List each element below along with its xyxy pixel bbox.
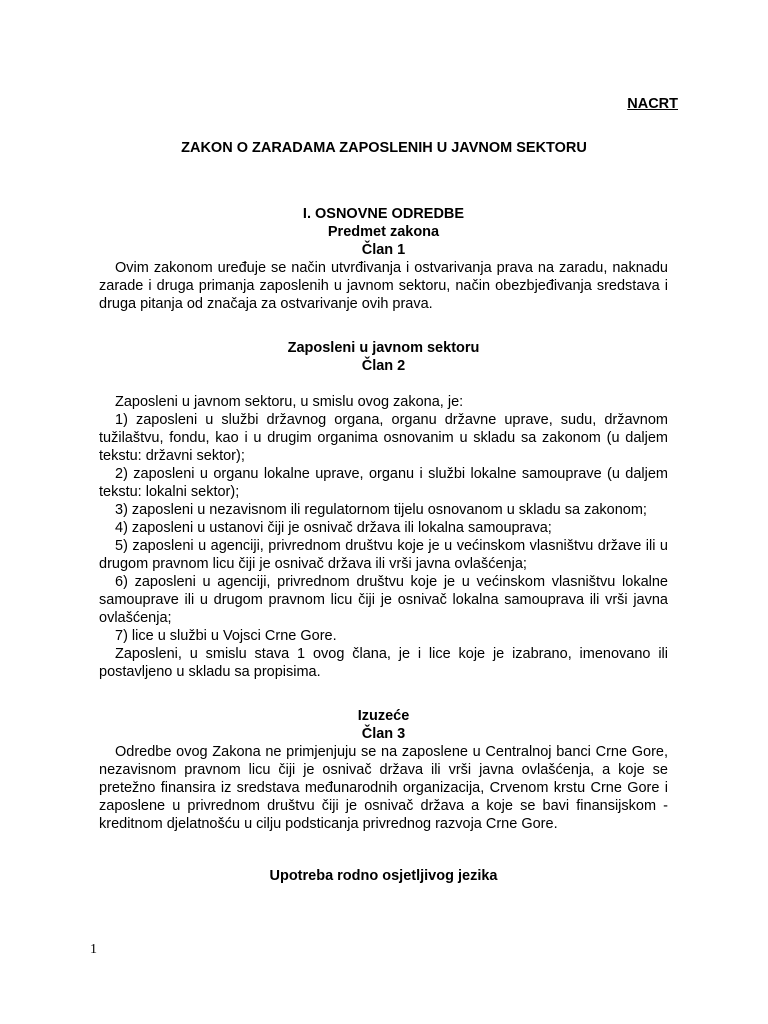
article2-item: 7) lice u službi u Vojsci Crne Gore. — [115, 628, 337, 644]
article2-item: 2) zaposleni u organu lokalne uprave, organu i službi lokalne samouprave (u daljem tekstu: lokalni sektor); — [99, 466, 668, 500]
article2-item: 5) zaposleni u agenciji, privrednom društvu koje je u većinskom vlasništvu države ili u drugom pravnom licu čiji je osnivač država ili vrši javna ovlašćenja; — [99, 538, 668, 572]
article2-intro: Zaposleni u javnom sektoru, u smislu ovog zakona, je: — [115, 394, 464, 410]
article1-text: Ovim zakonom uređuje se način utvrđivanja i ostvarivanja prava na zaradu, naknadu zarade i druga primanja zaposlenih u javnom sektoru, način obezbjeđivanja sredstava i druga pitanja od značaja za ostvarivanje ovih prava. — [99, 260, 668, 312]
chapter-title: I. OSNOVNE ODREDBE — [302, 206, 465, 222]
article1-heading: Predmet zakona — [327, 224, 440, 240]
article3-number: Član 3 — [361, 726, 406, 742]
article2-item: 6) zaposleni u agenciji, privrednom društvu koje je u većinskom vlasništvu lokalne samouprave ili u drugom pravnom licu čiji je osnivač lokalna samouprava ili vrši javna ovlašćenja; — [99, 574, 668, 626]
article3-text: Odredbe ovog Zakona ne primjenjuju se na zaposlene u Centralnoj banci Crne Gore, nezavisnom pravnom licu čiji je osnivač država ili vrši javna ovlašćenja, a koje se pretežno finansira iz sredstava međunarodnih organizacija, Crvenom krstu Crne Gore i zaposlene u privrednom društvu čiji je osnivač država a koje se bavi finansijskom - kreditnom djelatnošću u cilju podsticanja privrednog razvoja Crne Gore. — [99, 744, 668, 832]
page-number: 1 — [90, 942, 97, 957]
article2-number: Član 2 — [361, 358, 406, 374]
article2-item: 3) zaposleni u nezavisnom ili regulatornom tijelu osnovanom u skladu sa zakonom; — [115, 502, 647, 518]
article2-heading: Zaposleni u javnom sektoru — [287, 340, 480, 356]
article2-item: 4) zaposleni u ustanovi čiji je osnivač država ili lokalna samouprava; — [115, 520, 552, 536]
article2-item: 1) zaposleni u službi državnog organa, organu državne uprave, sudu, državnom tužilaštvu, fondu, kao i u drugim organima osnovanim u skladu sa zakonom (u daljem tekstu: državni sektor); — [99, 412, 668, 464]
document-body — [99, 205, 668, 885]
article1-number: Član 1 — [361, 242, 406, 258]
law-title: ZAKON O ZARADAMA ZAPOSLENIH U JAVNOM SEKTORU — [181, 140, 587, 156]
article4-heading: Upotreba rodno osjetljivog jezika — [269, 868, 498, 884]
article3-heading: Izuzeće — [357, 708, 410, 724]
article2-closing: Zaposleni, u smislu stava 1 ovog člana, je i lice koje je izabrano, imenovano ili postavljeno u skladu sa propisima. — [99, 646, 668, 680]
draft-label: NACRT — [627, 96, 678, 112]
